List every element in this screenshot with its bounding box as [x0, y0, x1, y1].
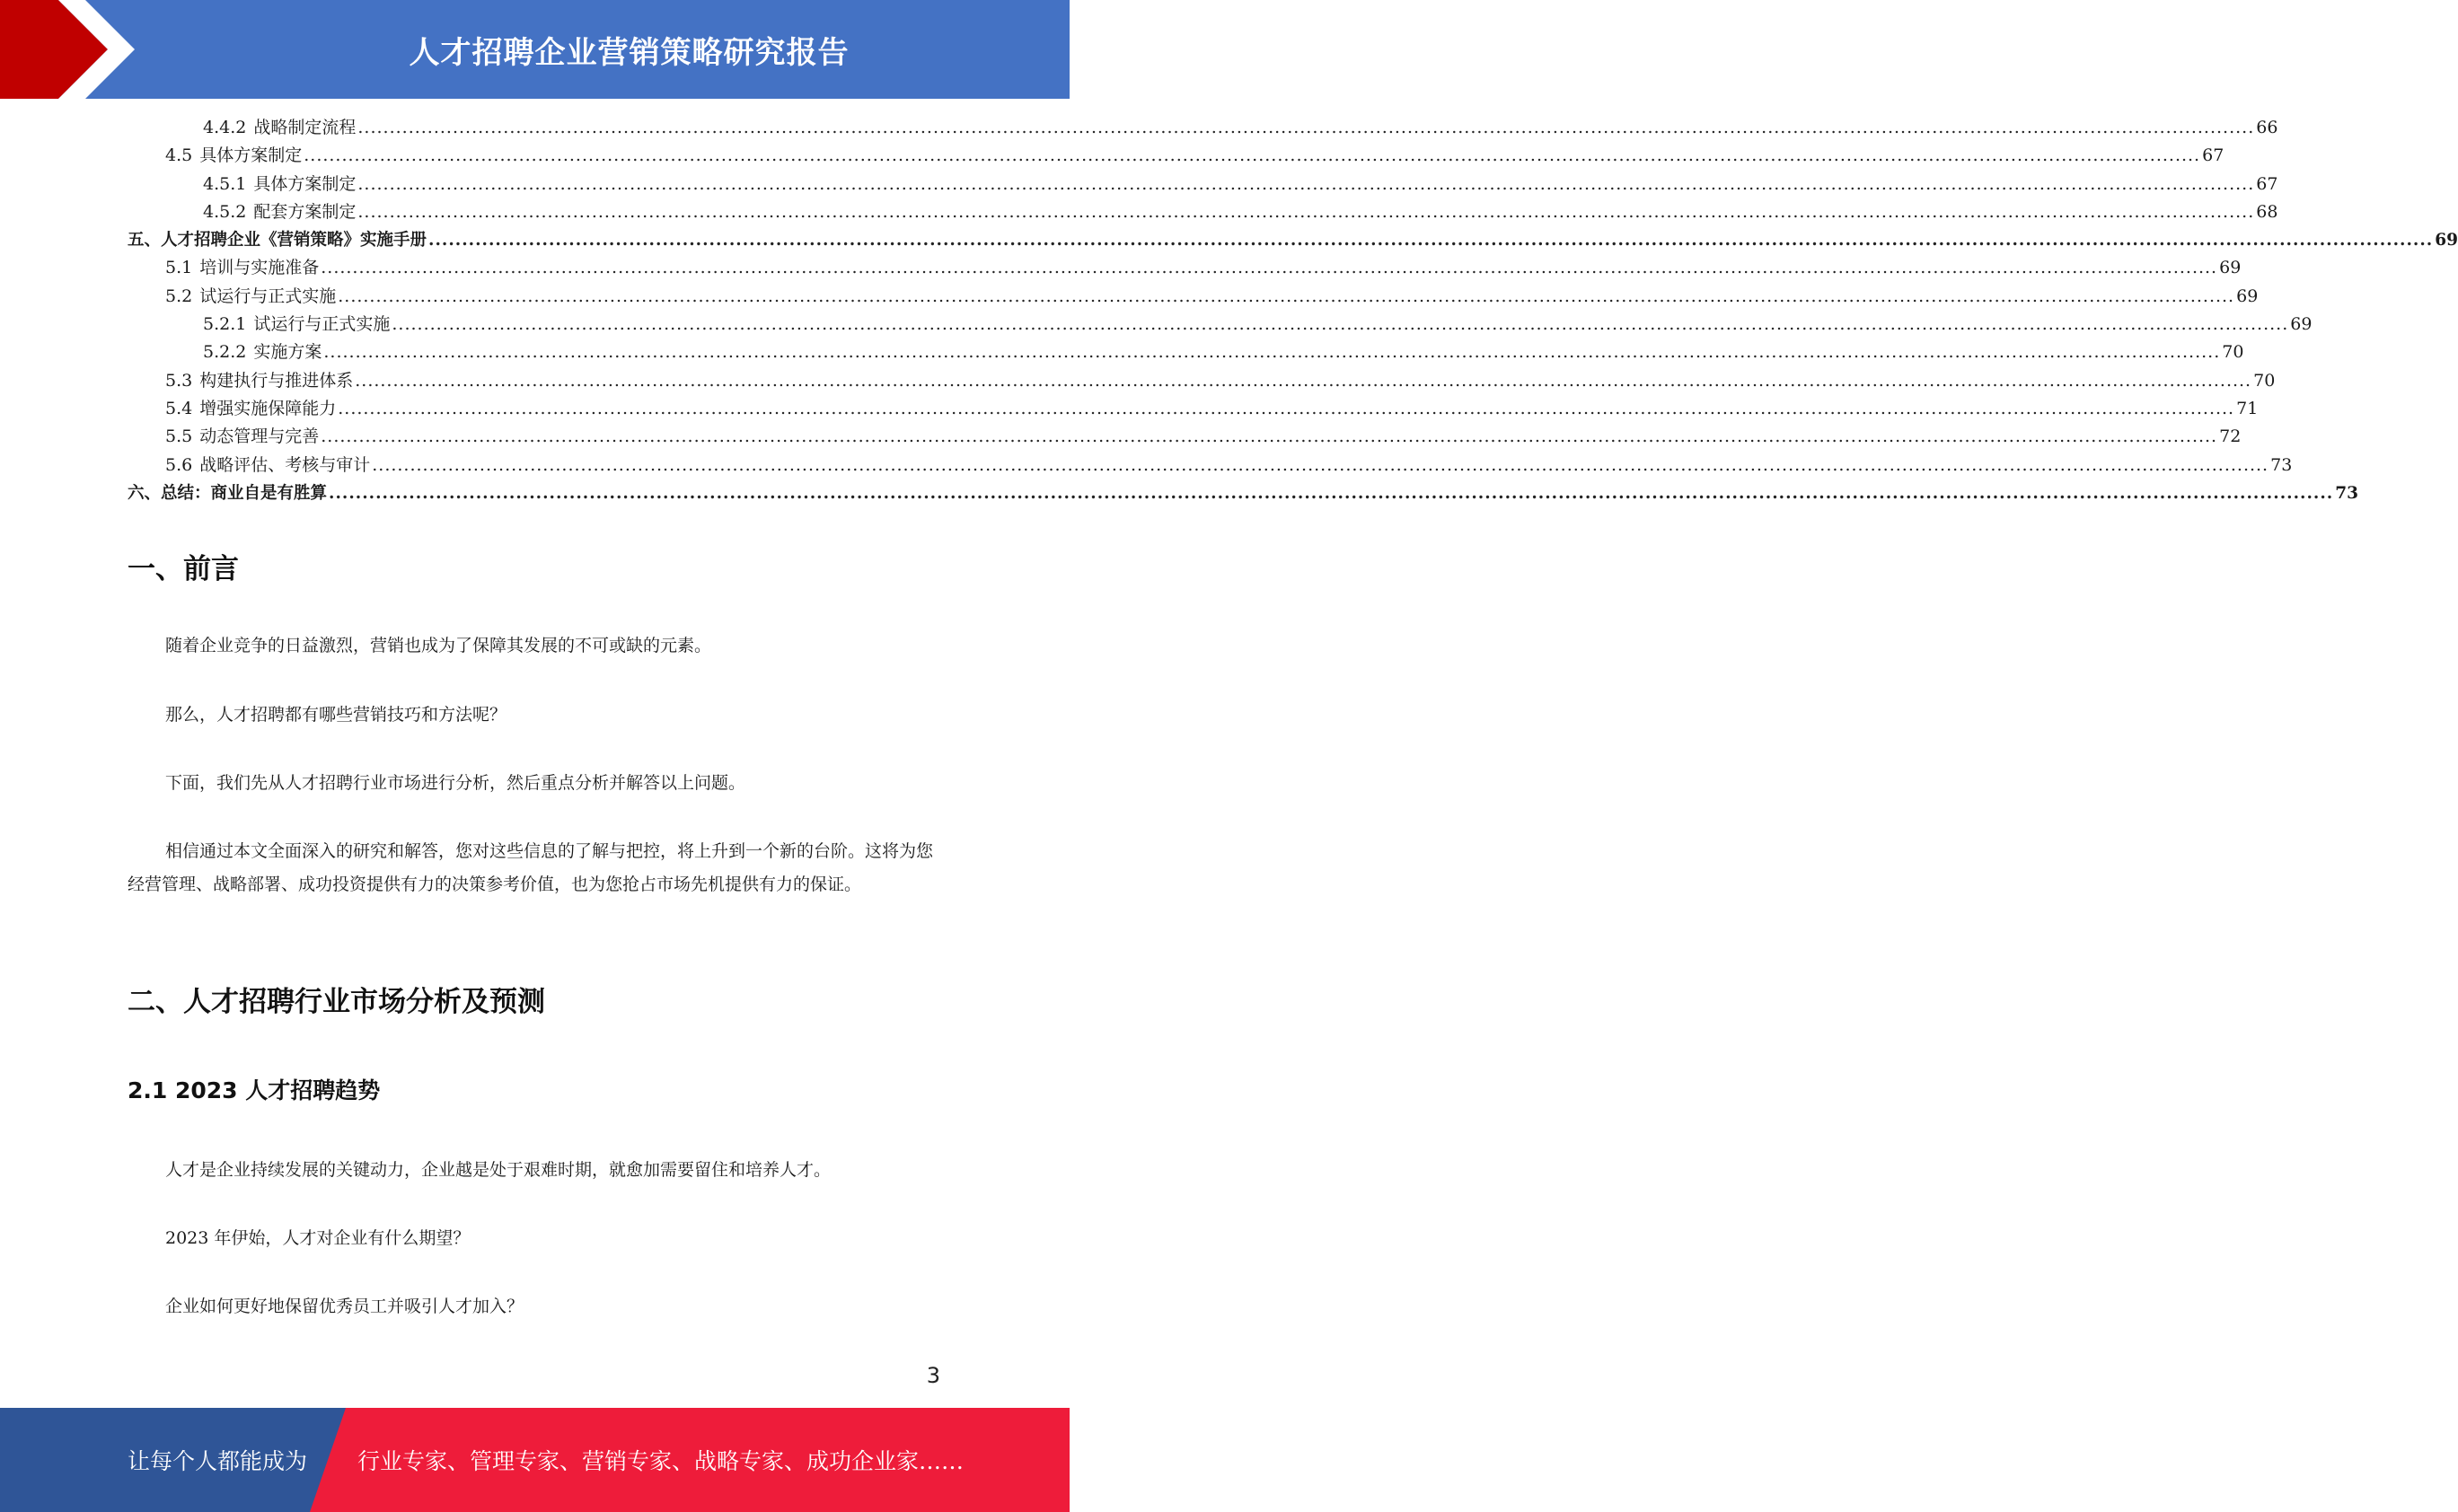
toc-leader-dots: ............................................................................................................................................................................................................................................................................................................ — [355, 370, 2252, 391]
toc-entry[interactable] — [128, 367, 2276, 395]
toc-entry-page: 67 — [2256, 173, 2278, 194]
toc-entry[interactable] — [128, 254, 2242, 282]
subsection-heading-trends: 2.1 2023 人才招聘趋势 — [128, 1077, 381, 1103]
toc-entry-number: 4.5.2 — [203, 201, 247, 222]
toc-leader-dots: ............................................................................................................................................................................................................................................................................................................ — [338, 398, 2235, 418]
toc-entry[interactable] — [128, 395, 2259, 423]
toc-leader-dots: ............................................................................................................................................................................................................................................................................................................ — [357, 201, 2255, 222]
toc-leader-dots: ............................................................................................................................................................................................................................................................................................................ — [304, 145, 2201, 166]
toc-leader-dots: ............................................................................................................................................................................................................................................................................................................ — [329, 483, 2334, 503]
toc-entry-number: 4.5.1 — [203, 173, 247, 194]
toc-entry-number: 5.2 — [165, 286, 193, 306]
toc-entry-title: 增强实施保障能力 — [199, 398, 337, 418]
toc-entry[interactable] — [128, 114, 2278, 142]
toc-entry[interactable] — [128, 452, 2293, 479]
toc-entry[interactable] — [128, 338, 2244, 366]
toc-entry-number: 5.2.2 — [203, 342, 247, 363]
toc-entry-title: 六、总结：商业自是有胜算 — [128, 483, 328, 503]
toc-leader-dots: ............................................................................................................................................................................................................................................................................................................ — [357, 173, 2255, 194]
toc-entry-title: 试运行与正式实施 — [199, 286, 337, 306]
toc-entry-page: 73 — [2270, 454, 2293, 475]
toc-entry-page: 66 — [2256, 118, 2278, 137]
toc-entry-number: 5.5 — [165, 426, 193, 447]
toc-entry-page: 69 — [2435, 231, 2458, 251]
toc-entry-number: 4.5 — [165, 145, 193, 166]
toc-entry-page: 69 — [2219, 258, 2242, 278]
paragraph: 2023 年伊始，人才对企业有什么期望？ — [165, 1228, 471, 1248]
toc-entry-page: 72 — [2219, 426, 2242, 447]
toc-entry-title: 配套方案制定 — [253, 201, 357, 222]
footer-slogan-right: 行业专家、管理专家、营销专家、战略专家、成功企业家…… — [357, 1448, 965, 1474]
toc-entry-page: 69 — [2236, 286, 2259, 306]
toc-leader-dots: ............................................................................................................................................................................................................................................................................................................ — [323, 342, 2221, 363]
toc-entry-title: 战略制定流程 — [253, 118, 357, 137]
toc-entry-page: 70 — [2253, 370, 2276, 391]
toc-leader-dots: ............................................................................................................................................................................................................................................................................................................ — [392, 314, 2289, 335]
toc-entry-title: 培训与实施准备 — [199, 258, 320, 278]
header-chevron-decoration — [0, 0, 144, 99]
toc-entry-number: 4.4.2 — [203, 118, 247, 137]
toc-entry-title: 具体方案制定 — [253, 173, 357, 194]
toc-entry-page: 73 — [2335, 483, 2358, 503]
toc-entry-number: 5.2.1 — [203, 314, 247, 335]
toc-entry-page: 67 — [2202, 145, 2225, 166]
toc-entry[interactable] — [128, 479, 2358, 507]
toc-entry-page: 70 — [2222, 342, 2244, 363]
toc-leader-dots: ............................................................................................................................................................................................................................................................................................................ — [338, 286, 2235, 306]
toc-entry-number: 5.3 — [165, 370, 193, 391]
page-number: 3 — [926, 1363, 940, 1388]
toc-entry[interactable] — [128, 198, 2278, 226]
paragraph: 下面，我们先从人才招聘行业市场进行分析，然后重点分析并解答以上问题。 — [165, 773, 746, 793]
paragraph: 企业如何更好地保留优秀员工并吸引人才加入？ — [165, 1297, 524, 1316]
toc-leader-dots: ............................................................................................................................................................................................................................................................................................................ — [357, 118, 2255, 137]
toc-entry-page: 68 — [2256, 201, 2278, 222]
toc-entry[interactable] — [128, 142, 2225, 170]
toc-entry[interactable] — [128, 311, 2313, 338]
toc-entry[interactable] — [128, 283, 2259, 311]
page-header — [0, 0, 1070, 99]
toc-entry-number: 5.4 — [165, 398, 193, 418]
toc-entry-title: 五、人才招聘企业《营销策略》实施手册 — [128, 231, 427, 251]
toc-leader-dots: ............................................................................................................................................................................................................................................................................................................ — [372, 454, 2269, 475]
toc-entry[interactable] — [128, 423, 2242, 451]
toc-entry-title: 具体方案制定 — [199, 145, 303, 166]
toc-entry-title: 实施方案 — [253, 342, 322, 363]
toc-entry-number: 5.6 — [165, 454, 193, 475]
table-of-contents — [128, 114, 2458, 507]
paragraph: 相信通过本文全面深入的研究和解答，您对这些信息的了解与把控，将上升到一个新的台阶。这将为您经营管理、战略部署、成功投资提供有力的决策参考价值，也为您抢占市场先机提供有力的保证。 — [128, 841, 934, 894]
page-footer — [0, 1408, 1070, 1512]
section-heading-preface: 一、前言 — [128, 553, 239, 585]
paragraph: 那么，人才招聘都有哪些营销技巧和方法呢？ — [165, 705, 507, 725]
toc-leader-dots: ............................................................................................................................................................................................................................................................................................................ — [428, 231, 2434, 251]
toc-entry-title: 试运行与正式实施 — [253, 314, 391, 335]
section-heading-market-analysis: 二、人才招聘行业市场分析及预测 — [128, 986, 545, 1018]
paragraph: 人才是企业持续发展的关键动力，企业越是处于艰难时期，就愈加需要留住和培养人才。 — [165, 1160, 832, 1180]
paragraph: 随着企业竞争的日益激烈，营销也成为了保障其发展的不可或缺的元素。 — [165, 636, 712, 655]
toc-entry[interactable] — [128, 171, 2278, 198]
toc-leader-dots: ............................................................................................................................................................................................................................................................................................................ — [321, 426, 2218, 447]
toc-entry-title: 战略评估、考核与审计 — [199, 454, 371, 475]
footer-slogan-left: 让每个人都能成为 — [128, 1448, 308, 1474]
toc-entry-page: 69 — [2290, 314, 2313, 335]
toc-entry[interactable] — [128, 226, 2458, 254]
toc-entry-number: 5.1 — [165, 258, 193, 278]
toc-entry-page: 71 — [2236, 398, 2259, 418]
toc-entry-title: 构建执行与推进体系 — [199, 370, 354, 391]
toc-entry-title: 动态管理与完善 — [199, 426, 320, 447]
toc-leader-dots: ............................................................................................................................................................................................................................................................................................................ — [321, 258, 2218, 278]
report-title: 人才招聘企业营销策略研究报告 — [409, 34, 850, 71]
